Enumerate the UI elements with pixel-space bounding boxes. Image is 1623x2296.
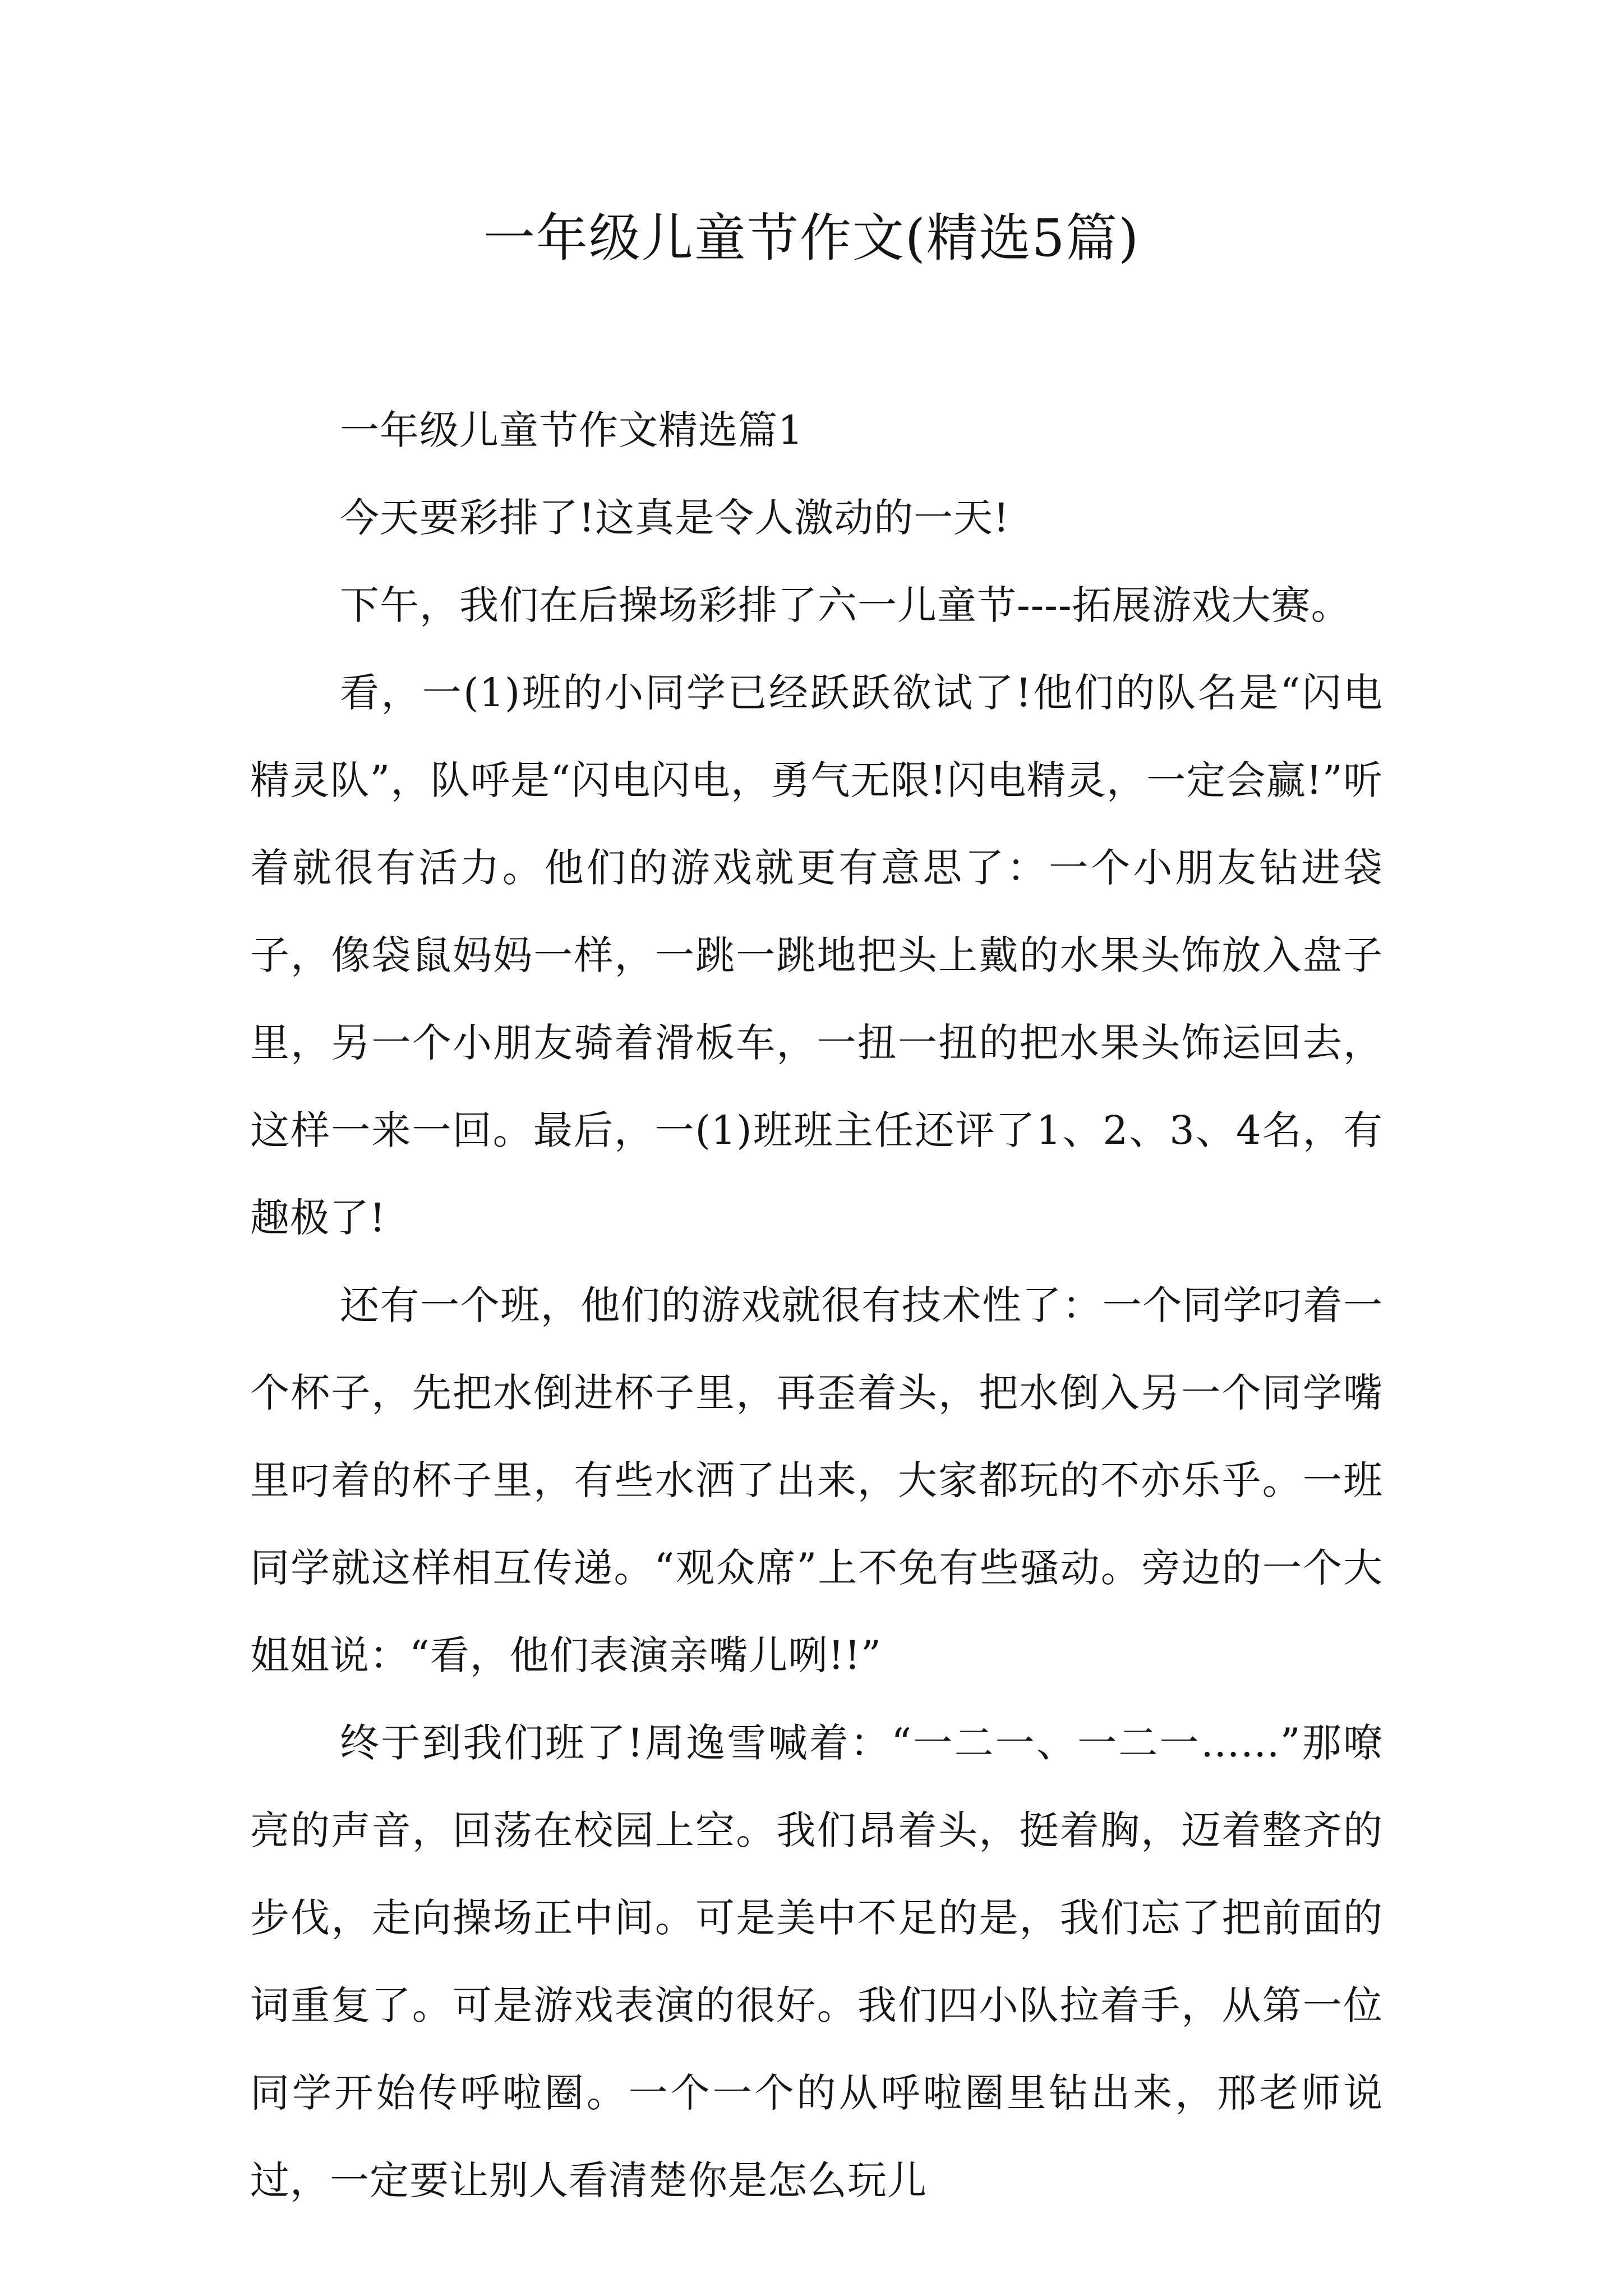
paragraph: 还有一个班，他们的游戏就很有技术性了：一个同学叼着一个杯子，先把水倒进杯子里，再歪着头，把水倒入另一个同学嘴里叼着的杯子里，有些水洒了出来，大家都玩的不亦乐乎。一班同学就这样相互传递。“观众席”上不免有些骚动。旁边的一个大姐姐说：“看，他们表演亲嘴儿咧!!” — [250, 1282, 1383, 1678]
paragraph: 看，一(1)班的小同学已经跃跃欲试了!他们的队名是“闪电精灵队”，队呼是“闪电闪电，勇气无限!闪电精灵，一定会赢!”听着就很有活力。他们的游戏就更有意思了：一个小朋友钻进袋子，像袋鼠妈妈一样，一跳一跳地把头上戴的水果头饰放入盘子里，另一个小朋友骑着滑板车，一扭一扭的把水果头饰运回去，这样一来一回。最后，一(1)班班主任还评了1、2、3、4名，有趣极了! — [250, 670, 1383, 1241]
paragraph: 终于到我们班了!周逸雪喊着：“一二一、一二一……”那嘹亮的声音，回荡在校园上空。我们昂着头，挺着胸，迈着整齐的步伐，走向操场正中间。可是美中不足的是，我们忘了把前面的词重复了。可是游戏表演的很好。我们四小队拉着手，从第一位同学开始传呼啦圈。一个一个的从呼啦圈里钻出来，邢老师说过，一定要让别人看清楚你是怎么玩儿 — [250, 1720, 1383, 2203]
document-title: 一年级儿童节作文(精选5篇) — [483, 208, 1140, 268]
document-body — [250, 386, 1383, 2224]
paragraph: 下午，我们在后操场彩排了六一儿童节----拓展游戏大赛。 — [340, 582, 1351, 628]
paragraph: 今天要彩排了!这真是令人激动的一天! — [340, 495, 1010, 541]
section-heading: 一年级儿童节作文精选篇1 — [340, 407, 804, 453]
